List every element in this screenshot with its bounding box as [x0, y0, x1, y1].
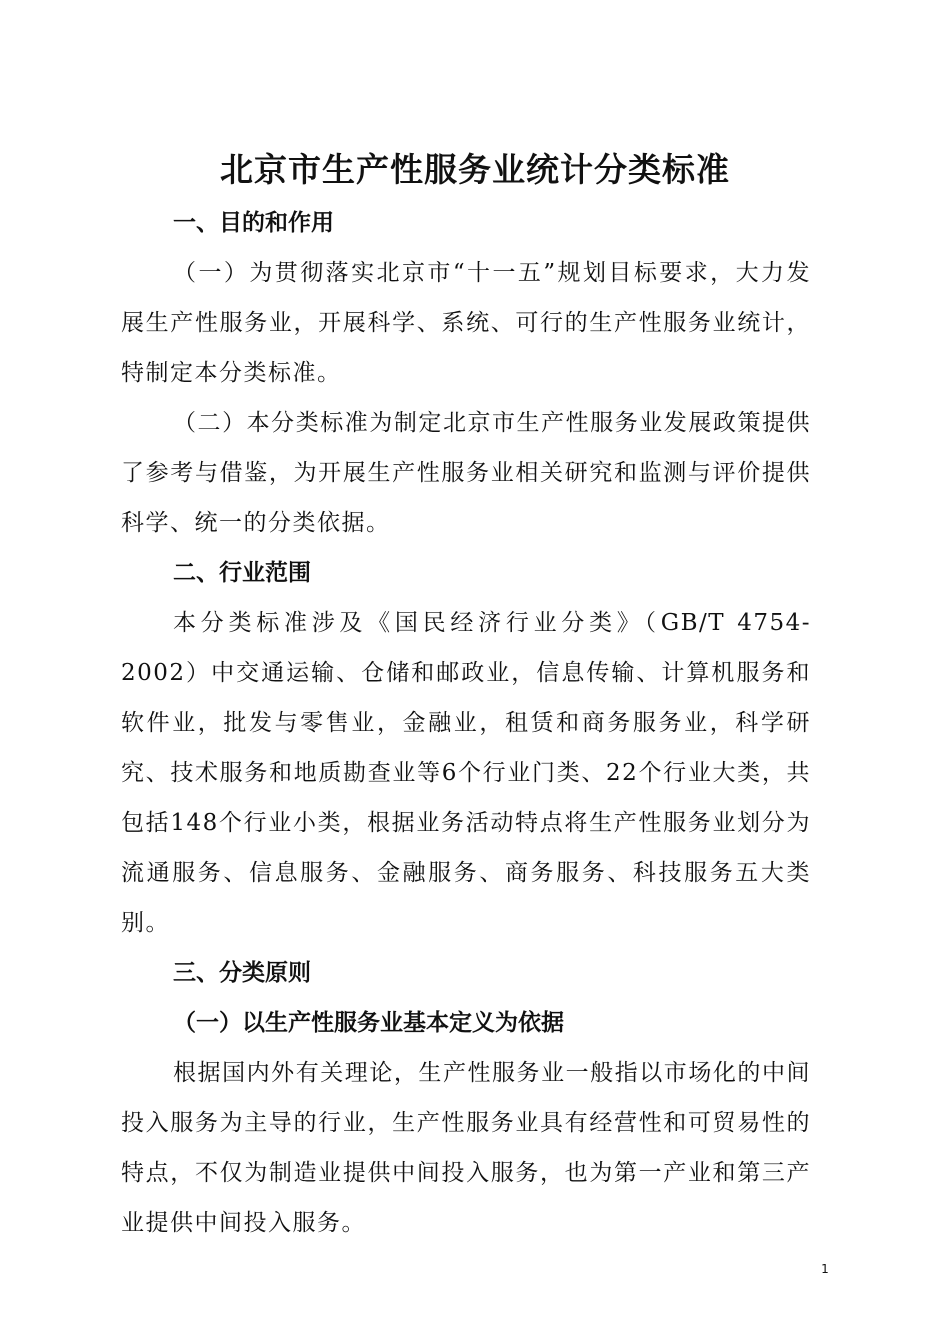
document-body	[121, 198, 811, 1248]
section-heading-purpose: 一、目的和作用	[173, 210, 334, 236]
paragraph-scope-1: 本分类标准涉及《国民经济行业分类》（GB/T 4754-2002）中交通运输、仓储和邮政业，信息传输、计算机服务和软件业，批发与零售业，金融业，租赁和商务服务业，科学研究、技术服务和地质勘查业等6个行业门类、22个行业大类，共包括148个行业小类，根据业务活动特点将生产性服务业划分为流通服务、信息服务、金融服务、商务服务、科技服务五大类别。	[121, 610, 811, 936]
paragraph-purpose-2: （二）本分类标准为制定北京市生产性服务业发展政策提供了参考与借鉴，为开展生产性服务业相关研究和监测与评价提供科学、统一的分类依据。	[121, 410, 811, 536]
paragraph-purpose-1: （一）为贯彻落实北京市“十一五”规划目标要求，大力发展生产性服务业，开展科学、系统、可行的生产性服务业统计，特制定本分类标准。	[121, 260, 811, 386]
paragraph-definition-1: 根据国内外有关理论，生产性服务业一般指以市场化的中间投入服务为主导的行业，生产性服务业具有经营性和可贸易性的特点，不仅为制造业提供中间投入服务，也为第一产业和第三产业提供中间投入服务。	[121, 1060, 811, 1236]
subsection-heading-definition: （一）以生产性服务业基本定义为依据	[173, 1010, 564, 1036]
document-title: 北京市生产性服务业统计分类标准	[220, 150, 730, 190]
page-number: 1	[821, 1262, 829, 1276]
section-heading-principles: 三、分类原则	[173, 960, 311, 986]
section-heading-scope: 二、行业范围	[173, 560, 311, 586]
